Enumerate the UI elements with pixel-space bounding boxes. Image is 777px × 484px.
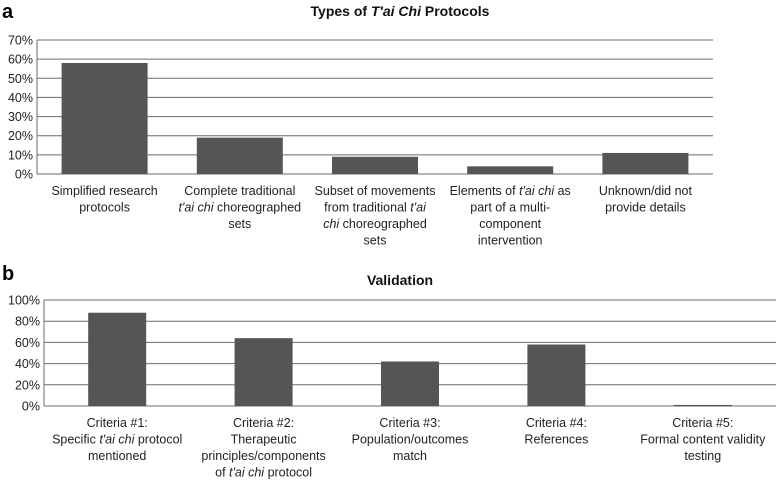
category-label-segment: chi xyxy=(323,217,340,231)
category-label-segment: Unknown/did not xyxy=(598,184,692,198)
panel-b-chart xyxy=(2,263,776,480)
y-tick-label: 10% xyxy=(7,148,33,163)
y-tick-label: 80% xyxy=(14,314,40,329)
category-label-segment: mentioned xyxy=(88,449,147,463)
category-label-segment: Criteria #3: xyxy=(379,416,441,430)
y-tick-label: 0% xyxy=(14,167,33,182)
category-label xyxy=(599,184,693,215)
category-label xyxy=(178,184,301,231)
bar xyxy=(467,166,553,174)
category-label xyxy=(524,416,588,447)
category-label xyxy=(52,416,182,463)
y-tick-label: 40% xyxy=(7,90,33,105)
panel-b-letter: b xyxy=(2,263,15,285)
panel-a-letter: a xyxy=(2,1,14,23)
category-label-segment: from traditional xyxy=(324,200,411,215)
title-segment: Protocols xyxy=(420,3,490,19)
category-label-segment: Complete traditional xyxy=(184,184,296,198)
category-label-segment: choreographed xyxy=(213,200,302,215)
y-tick-label: 20% xyxy=(14,378,40,393)
category-label xyxy=(51,184,157,215)
bar xyxy=(332,157,418,174)
y-tick-label: 50% xyxy=(7,71,33,86)
y-tick-label: 20% xyxy=(7,129,33,144)
category-label-segment: sets xyxy=(363,233,387,248)
category-label-segment: of xyxy=(215,465,230,480)
category-label-segment: Criteria #4: xyxy=(525,416,587,430)
category-label-segment: component xyxy=(479,217,542,231)
category-label-segment: Population/outcomes xyxy=(351,432,469,447)
panel-b-title xyxy=(367,272,433,288)
category-label-segment: intervention xyxy=(477,233,543,248)
title-segment: Validation xyxy=(366,272,434,288)
category-label-segment: Simplified research xyxy=(51,184,158,198)
panel-a-category-labels xyxy=(51,184,692,248)
category-label xyxy=(201,416,325,480)
category-label-segment: Elements of xyxy=(449,184,520,198)
category-label-segment: match xyxy=(392,449,428,463)
category-label-segment: t'ai chi xyxy=(229,465,265,480)
bar xyxy=(62,63,148,174)
bar xyxy=(381,361,439,406)
category-label-segment: principles/components xyxy=(201,449,326,463)
category-label-segment: protocol xyxy=(134,432,183,447)
category-label-segment: Formal content validity xyxy=(640,432,766,447)
category-label-segment: choreographed xyxy=(339,217,427,231)
panel-b-bars xyxy=(88,313,732,406)
bar xyxy=(602,153,688,174)
category-label xyxy=(450,184,571,248)
category-label-segment: provide details xyxy=(605,200,686,215)
panel-a-bars xyxy=(62,63,689,174)
category-label-segment: Subset of movements xyxy=(314,184,436,198)
category-label xyxy=(640,416,766,463)
category-label-segment: Therapeutic xyxy=(230,432,297,447)
category-label-segment: References xyxy=(524,432,589,447)
y-tick-label: 60% xyxy=(7,52,33,67)
y-tick-label: 70% xyxy=(7,33,33,48)
category-label-segment: Criteria #1: xyxy=(86,416,148,430)
bar xyxy=(527,345,585,406)
y-tick-label: 40% xyxy=(14,357,40,372)
bar xyxy=(88,313,146,406)
category-label-segment: as xyxy=(554,184,571,198)
panel-a-title xyxy=(311,3,490,19)
bar xyxy=(197,138,283,174)
category-label-segment: t'ai chi xyxy=(99,432,135,447)
category-label xyxy=(352,416,469,463)
y-tick-label: 0% xyxy=(21,399,40,414)
category-label xyxy=(315,184,436,248)
category-label-segment: protocols xyxy=(79,200,130,215)
y-tick-label: 60% xyxy=(14,335,40,350)
y-tick-label: 100% xyxy=(8,293,40,308)
category-label-segment: t'ai xyxy=(410,200,426,215)
category-label-segment: part of a multi- xyxy=(470,200,551,215)
category-label-segment: t'ai chi xyxy=(178,200,214,215)
panel-a-y-tick-labels xyxy=(8,34,33,182)
y-tick-label: 30% xyxy=(7,110,33,125)
category-label-segment: protocol xyxy=(264,465,313,480)
category-label-segment: Specific xyxy=(52,432,100,447)
bar xyxy=(235,338,293,406)
category-label-segment: testing xyxy=(684,449,722,463)
panel-a-chart xyxy=(2,1,713,248)
category-label-segment: Criteria #5: xyxy=(672,416,734,430)
bar xyxy=(674,405,732,406)
panel-b-category-labels xyxy=(52,416,766,480)
category-label-segment: sets xyxy=(228,217,252,231)
title-segment: T'ai Chi xyxy=(370,3,421,19)
title-segment: Types of xyxy=(310,3,371,19)
category-label-segment: t'ai chi xyxy=(519,184,555,198)
panel-b-y-tick-labels xyxy=(8,294,40,414)
category-label-segment: Criteria #2: xyxy=(233,416,295,430)
